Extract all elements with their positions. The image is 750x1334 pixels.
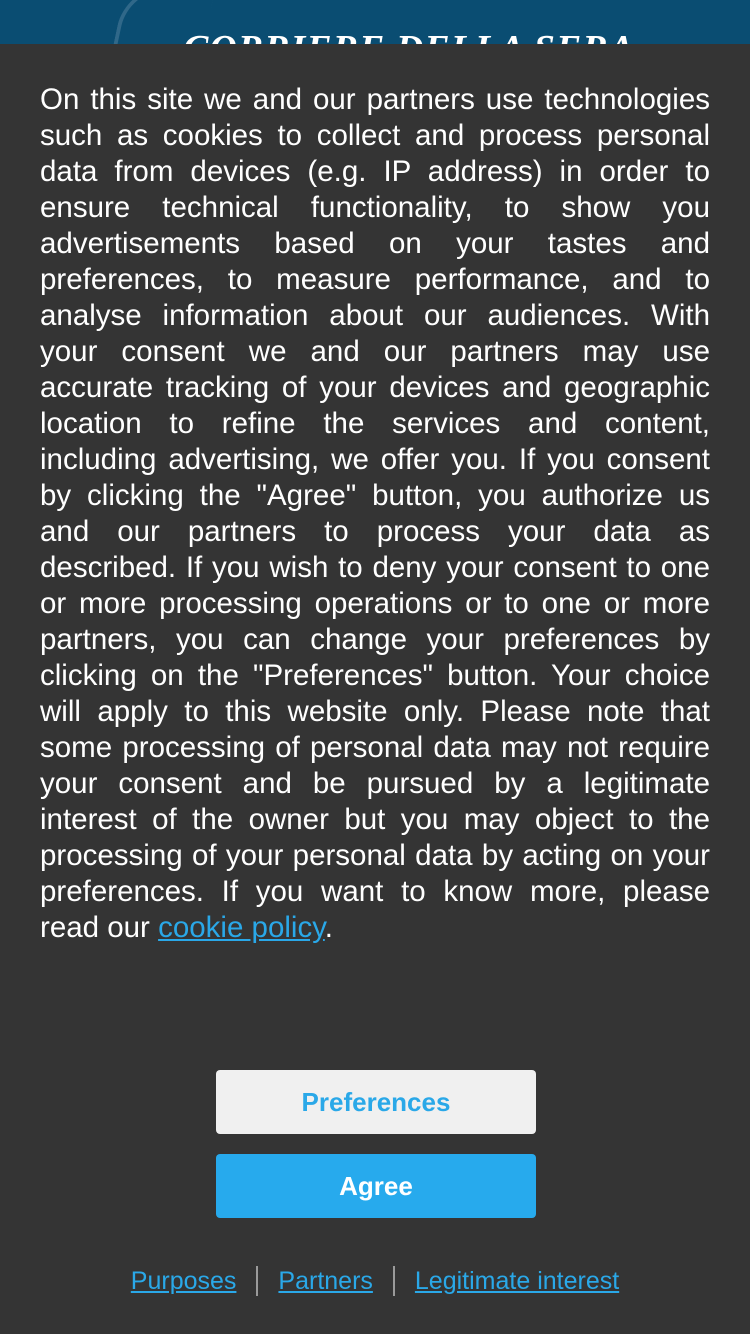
footer-links [0,1262,750,1300]
consent-text-end: . [324,911,333,944]
link-divider [393,1266,395,1296]
legitimate-interest-link[interactable]: Legitimate interest [414,1266,620,1295]
partners-link[interactable]: Partners [278,1266,373,1295]
cookie-consent-panel [0,44,750,1334]
link-divider [256,1266,258,1296]
purposes-link[interactable]: Purposes [130,1266,237,1295]
consent-text [40,82,710,946]
preferences-button[interactable]: Preferences [216,1070,536,1134]
consent-text-main: On this site we and our partners use technologies such as cookies to collect and process personal data from devices (e.g. IP address) in order to ensure technical functionality, to show you advertisements based on your tastes and preferences, to measure performance, and to analyse information about our audiences. With your consent we and our partners may use accurate tracking of your devices and geographic location to refine the services and content, including advertising, we offer you. If you consent by clicking the "Agree" button, you authorize us and our partners to process your data as described. If you wish to deny your consent to one or more processing operations or to one or more partners, you can change your preferences by clicking on the "Preferences" button. Your choice will apply to this website only. Please note that some processing of personal data may not require your consent and be pursued by a legitimate interest of the owner but you may object to the processing of your personal data by acting on your preferences. If you want to know more, please read our [40,83,710,944]
agree-button[interactable]: Agree [216,1154,536,1218]
cookie-policy-link[interactable]: cookie policy [158,911,325,944]
site-header [0,0,750,44]
